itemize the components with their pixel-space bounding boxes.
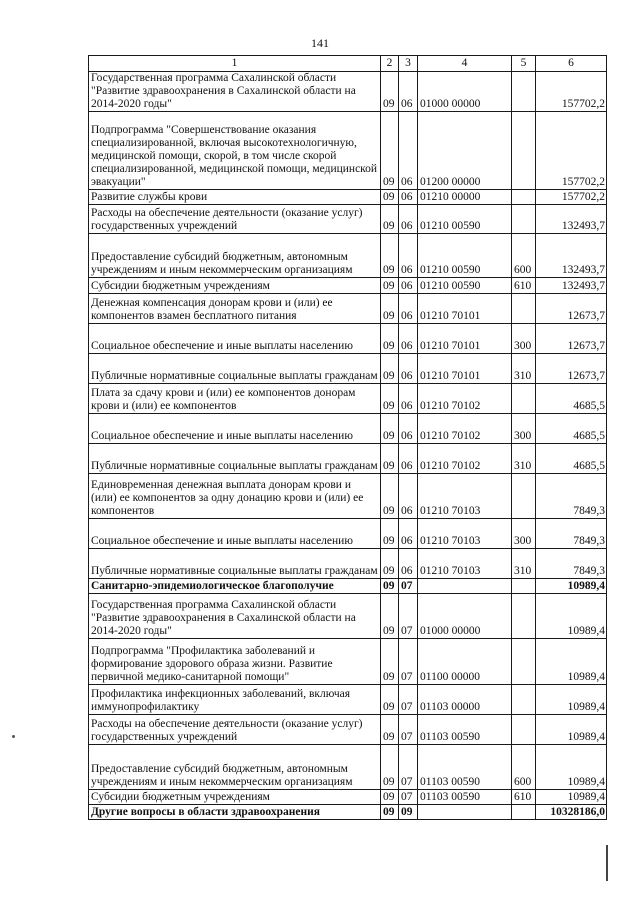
cell-name: Денежная компенсация донорам крови и (или) ее компонентов взамен бесплатного питания <box>89 294 381 324</box>
cell-section: 09 <box>381 414 399 444</box>
cell-amount: 10989,4 <box>536 715 607 745</box>
cell-target-code: 01210 70101 <box>418 294 512 324</box>
cell-name: Подпрограмма "Совершенствование оказания специализированной, включая высокотехнологичную, медицинской помощи, скорой, в том числе скорой специализированной, медицинской помощи, медицинской эвакуации" <box>89 112 381 190</box>
table-row <box>89 805 607 820</box>
cell-target-code: 01210 00590 <box>418 205 512 234</box>
cell-amount: 7849,3 <box>536 549 607 579</box>
cell-amount: 10989,4 <box>536 685 607 715</box>
cell-subsection: 06 <box>399 549 418 579</box>
cell-target-code: 01210 70103 <box>418 549 512 579</box>
table-row <box>89 354 607 384</box>
cell-subsection: 06 <box>399 205 418 234</box>
budget-table <box>88 55 607 820</box>
cell-expense-type: 300 <box>512 519 536 549</box>
cell-subsection: 06 <box>399 354 418 384</box>
cell-target-code: 01103 00000 <box>418 685 512 715</box>
cell-target-code: 01210 70101 <box>418 354 512 384</box>
table-row <box>89 294 607 324</box>
cell-section: 09 <box>381 639 399 685</box>
cell-section: 09 <box>381 354 399 384</box>
budget-table-container <box>88 55 607 820</box>
cell-target-code: 01210 70103 <box>418 519 512 549</box>
cell-target-code: 01210 00590 <box>418 278 512 294</box>
cell-section: 09 <box>381 444 399 474</box>
table-header-row <box>89 56 607 72</box>
cell-section: 09 <box>381 72 399 112</box>
cell-name: Социальное обеспечение и иные выплаты населению <box>89 519 381 549</box>
cell-name: Публичные нормативные социальные выплаты гражданам <box>89 444 381 474</box>
cell-subsection: 07 <box>399 745 418 790</box>
table-row <box>89 72 607 112</box>
cell-amount: 132493,7 <box>536 278 607 294</box>
cell-target-code: 01103 00590 <box>418 745 512 790</box>
cell-expense-type: 310 <box>512 549 536 579</box>
cell-amount: 10989,4 <box>536 790 607 805</box>
cell-expense-type <box>512 72 536 112</box>
table-row <box>89 205 607 234</box>
table-row <box>89 414 607 444</box>
table-row <box>89 444 607 474</box>
cell-expense-type: 310 <box>512 444 536 474</box>
cell-amount: 10989,4 <box>536 594 607 639</box>
cell-name: Социальное обеспечение и иные выплаты населению <box>89 324 381 354</box>
cell-section: 09 <box>381 384 399 414</box>
table-row <box>89 384 607 414</box>
cell-section: 09 <box>381 234 399 278</box>
cell-amount: 157702,2 <box>536 190 607 205</box>
cell-target-code <box>418 579 512 594</box>
cell-amount: 7849,3 <box>536 519 607 549</box>
table-row <box>89 715 607 745</box>
cell-expense-type: 600 <box>512 234 536 278</box>
cell-name: Единовременная денежная выплата донорам крови и (или) ее компонентов за одну донацию крови и (или) ее компонентов <box>89 474 381 519</box>
table-row <box>89 112 607 190</box>
cell-subsection: 06 <box>399 278 418 294</box>
cell-target-code: 01210 70102 <box>418 444 512 474</box>
cell-section: 09 <box>381 190 399 205</box>
cell-target-code: 01210 70102 <box>418 414 512 444</box>
cell-section: 09 <box>381 519 399 549</box>
cell-subsection: 06 <box>399 444 418 474</box>
cell-target-code: 01000 00000 <box>418 72 512 112</box>
cell-name: Расходы на обеспечение деятельности (оказание услуг) государственных учреждений <box>89 205 381 234</box>
cell-amount: 10989,4 <box>536 579 607 594</box>
cell-name: Расходы на обеспечение деятельности (оказание услуг) государственных учреждений <box>89 715 381 745</box>
cell-amount: 12673,7 <box>536 294 607 324</box>
cell-expense-type <box>512 384 536 414</box>
cell-expense-type <box>512 474 536 519</box>
cell-amount: 10989,4 <box>536 745 607 790</box>
header-col-5: 5 <box>512 56 536 72</box>
cell-target-code: 01100 00000 <box>418 639 512 685</box>
cell-amount: 4685,5 <box>536 444 607 474</box>
table-row <box>89 324 607 354</box>
cell-subsection: 06 <box>399 190 418 205</box>
cell-name: Другие вопросы в области здравоохранения <box>89 805 381 820</box>
cell-subsection: 07 <box>399 685 418 715</box>
cell-amount: 7849,3 <box>536 474 607 519</box>
header-col-6: 6 <box>536 56 607 72</box>
table-row <box>89 519 607 549</box>
cell-amount: 10328186,0 <box>536 805 607 820</box>
table-row <box>89 234 607 278</box>
cell-section: 09 <box>381 579 399 594</box>
table-row <box>89 278 607 294</box>
cell-target-code: 01000 00000 <box>418 594 512 639</box>
cell-expense-type: 310 <box>512 354 536 384</box>
cell-amount: 10989,4 <box>536 639 607 685</box>
cell-section: 09 <box>381 112 399 190</box>
header-col-3: 3 <box>399 56 418 72</box>
cell-subsection: 06 <box>399 384 418 414</box>
cell-expense-type: 610 <box>512 790 536 805</box>
cell-expense-type <box>512 579 536 594</box>
cell-section: 09 <box>381 790 399 805</box>
cell-name: Социальное обеспечение и иные выплаты населению <box>89 414 381 444</box>
cell-section: 09 <box>381 715 399 745</box>
cell-expense-type: 600 <box>512 745 536 790</box>
cell-expense-type <box>512 205 536 234</box>
cell-subsection: 07 <box>399 790 418 805</box>
cell-expense-type <box>512 112 536 190</box>
cell-subsection: 06 <box>399 474 418 519</box>
cell-name: Государственная программа Сахалинской области "Развитие здравоохранения в Сахалинской области на 2014-2020 годы" <box>89 72 381 112</box>
cell-subsection: 06 <box>399 234 418 278</box>
page-number: 141 <box>311 36 329 50</box>
table-row <box>89 639 607 685</box>
cell-subsection: 06 <box>399 519 418 549</box>
cell-name: Плата за сдачу крови и (или) ее компонентов донорам крови и (или) ее компонентов <box>89 384 381 414</box>
cell-name: Субсидии бюджетным учреждениям <box>89 278 381 294</box>
cell-section: 09 <box>381 549 399 579</box>
table-row <box>89 549 607 579</box>
cell-subsection: 07 <box>399 715 418 745</box>
cell-expense-type <box>512 805 536 820</box>
cell-name: Публичные нормативные социальные выплаты гражданам <box>89 354 381 384</box>
cell-expense-type <box>512 594 536 639</box>
table-row <box>89 190 607 205</box>
cell-section: 09 <box>381 278 399 294</box>
cell-target-code: 01210 70101 <box>418 324 512 354</box>
cell-target-code: 01210 70102 <box>418 384 512 414</box>
cell-name: Субсидии бюджетным учреждениям <box>89 790 381 805</box>
cell-amount: 4685,5 <box>536 414 607 444</box>
cell-amount: 132493,7 <box>536 205 607 234</box>
cell-section: 09 <box>381 685 399 715</box>
cell-subsection: 06 <box>399 324 418 354</box>
cell-amount: 4685,5 <box>536 384 607 414</box>
cell-amount: 132493,7 <box>536 234 607 278</box>
cell-expense-type <box>512 639 536 685</box>
table-body <box>89 72 607 820</box>
table-row <box>89 594 607 639</box>
cell-name: Подпрограмма "Профилактика заболеваний и формирование здорового образа жизни. Развитие первичной медико-санитарной помощи" <box>89 639 381 685</box>
cell-name: Публичные нормативные социальные выплаты гражданам <box>89 549 381 579</box>
cell-amount: 12673,7 <box>536 354 607 384</box>
cell-subsection: 07 <box>399 594 418 639</box>
cell-target-code: 01200 00000 <box>418 112 512 190</box>
cell-name: Санитарно-эпидемиологическое благополучие <box>89 579 381 594</box>
cell-expense-type: 610 <box>512 278 536 294</box>
table-row <box>89 745 607 790</box>
header-col-1: 1 <box>89 56 381 72</box>
cell-section: 09 <box>381 474 399 519</box>
table-row <box>89 685 607 715</box>
cell-name: Предоставление субсидий бюджетным, автономным учреждениям и иным некоммерческим организациям <box>89 745 381 790</box>
cell-expense-type: 300 <box>512 324 536 354</box>
table-row <box>89 579 607 594</box>
cell-target-code <box>418 805 512 820</box>
cell-section: 09 <box>381 594 399 639</box>
table-row <box>89 474 607 519</box>
header-col-4: 4 <box>418 56 512 72</box>
scan-edge-mark <box>606 845 608 881</box>
cell-amount: 12673,7 <box>536 324 607 354</box>
cell-target-code: 01103 00590 <box>418 790 512 805</box>
cell-subsection: 06 <box>399 112 418 190</box>
cell-amount: 157702,2 <box>536 112 607 190</box>
cell-amount: 157702,2 <box>536 72 607 112</box>
cell-section: 09 <box>381 805 399 820</box>
cell-name: Предоставление субсидий бюджетным, автономным учреждениям и иным некоммерческим организациям <box>89 234 381 278</box>
cell-name: Профилактика инфекционных заболеваний, включая иммунопрофилактику <box>89 685 381 715</box>
cell-section: 09 <box>381 294 399 324</box>
cell-subsection: 06 <box>399 72 418 112</box>
cell-subsection: 06 <box>399 414 418 444</box>
cell-name: Развитие службы крови <box>89 190 381 205</box>
cell-subsection: 09 <box>399 805 418 820</box>
cell-subsection: 06 <box>399 294 418 324</box>
cell-section: 09 <box>381 324 399 354</box>
cell-target-code: 01210 00000 <box>418 190 512 205</box>
cell-expense-type <box>512 715 536 745</box>
cell-target-code: 01103 00590 <box>418 715 512 745</box>
cell-target-code: 01210 70103 <box>418 474 512 519</box>
cell-subsection: 07 <box>399 639 418 685</box>
cell-target-code: 01210 00590 <box>418 234 512 278</box>
scan-dot-mark <box>12 735 15 738</box>
cell-expense-type <box>512 685 536 715</box>
table-row <box>89 790 607 805</box>
cell-section: 09 <box>381 745 399 790</box>
cell-expense-type <box>512 190 536 205</box>
cell-expense-type <box>512 294 536 324</box>
cell-section: 09 <box>381 205 399 234</box>
cell-expense-type: 300 <box>512 414 536 444</box>
header-col-2: 2 <box>381 56 399 72</box>
cell-name: Государственная программа Сахалинской области "Развитие здравоохранения в Сахалинской области на 2014-2020 годы" <box>89 594 381 639</box>
cell-subsection: 07 <box>399 579 418 594</box>
